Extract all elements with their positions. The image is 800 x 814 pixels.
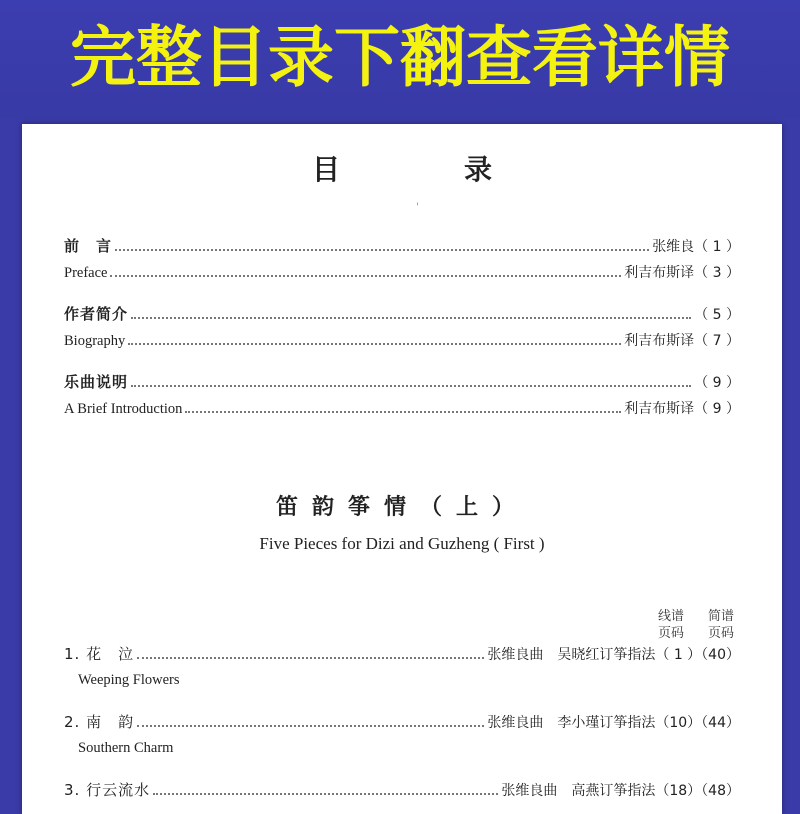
column-head-jianpu-page: 页码 <box>708 626 735 641</box>
toc-row-label: 1. 花 泣 <box>64 645 135 663</box>
toc-row-piece-1[interactable] <box>64 642 740 664</box>
toc-row-page: （ 9 ） <box>694 375 740 391</box>
toc-row-label: Preface <box>64 265 108 281</box>
piece-2-english: Southern Charm <box>78 740 174 756</box>
toc-row-label: 作者简介 <box>64 305 129 323</box>
toc-row-page: 利吉布斯译（ 9 ） <box>624 401 740 417</box>
toc-row-label: A Brief Introduction <box>64 401 183 417</box>
section-subtitle: Five Pieces for Dizi and Guzheng ( First ) <box>259 534 545 553</box>
toc-row-label: 乐曲说明 <box>64 373 129 391</box>
piece-1-english: Weeping Flowers <box>78 672 180 688</box>
scan-mark: ' <box>416 202 419 213</box>
toc-row-page: 利吉布斯译（ 7 ） <box>624 333 740 349</box>
toc-row-page: 利吉布斯译（ 3 ） <box>624 265 740 281</box>
dot-leader <box>137 725 484 727</box>
dot-leader <box>110 275 621 277</box>
column-head-staff-label: 线谱 <box>658 609 685 624</box>
dot-leader <box>153 793 498 795</box>
dot-leader <box>185 411 621 413</box>
toc-row-page: 张维良（ 1 ） <box>652 239 740 255</box>
toc-row-preface-cn[interactable] <box>64 234 740 256</box>
toc-row-page: 张维良曲 吴晓红订筝指法（ 1 ）（40） <box>487 647 740 663</box>
toc-title-left: 目 <box>312 153 341 186</box>
section-title: 笛韵筝情（上） <box>275 495 528 520</box>
column-head-jianpu <box>708 608 734 642</box>
toc-row-intro-en[interactable] <box>64 396 740 418</box>
dot-leader <box>131 317 691 319</box>
toc-row-biography-cn[interactable] <box>64 302 740 324</box>
column-head-staff-page: 页码 <box>658 626 685 641</box>
document-page <box>22 124 782 814</box>
toc-row-label: Biography <box>64 333 126 349</box>
dot-leader <box>128 343 621 345</box>
toc-row-label: 前 言 <box>64 237 113 255</box>
toc-row-page: 张维良曲 高燕订筝指法（18）（48） <box>501 783 740 799</box>
dot-leader <box>115 249 649 251</box>
banner-title: 完整目录下翻查看详情 <box>70 19 730 96</box>
toc-title-right: 录 <box>464 153 493 186</box>
toc-row-biography-en[interactable] <box>64 328 740 350</box>
column-head-jianpu-label: 简谱 <box>708 609 735 624</box>
toc-row-label: 2. 南 韵 <box>64 713 135 731</box>
toc-row-page: 张维良曲 李小瑾订筝指法（10）（44） <box>487 715 740 731</box>
dot-leader <box>131 385 691 387</box>
toc-row-piece-2[interactable] <box>64 710 740 732</box>
toc-row-intro-cn[interactable] <box>64 370 740 392</box>
toc-row-label: 3. 行云流水 <box>64 781 151 799</box>
toc-row-page: （ 5 ） <box>694 307 740 323</box>
toc-row-preface-en[interactable] <box>64 260 740 282</box>
banner <box>0 0 800 118</box>
column-head-staff <box>658 608 684 642</box>
dot-leader <box>137 657 484 659</box>
toc-row-piece-3[interactable] <box>64 778 740 800</box>
